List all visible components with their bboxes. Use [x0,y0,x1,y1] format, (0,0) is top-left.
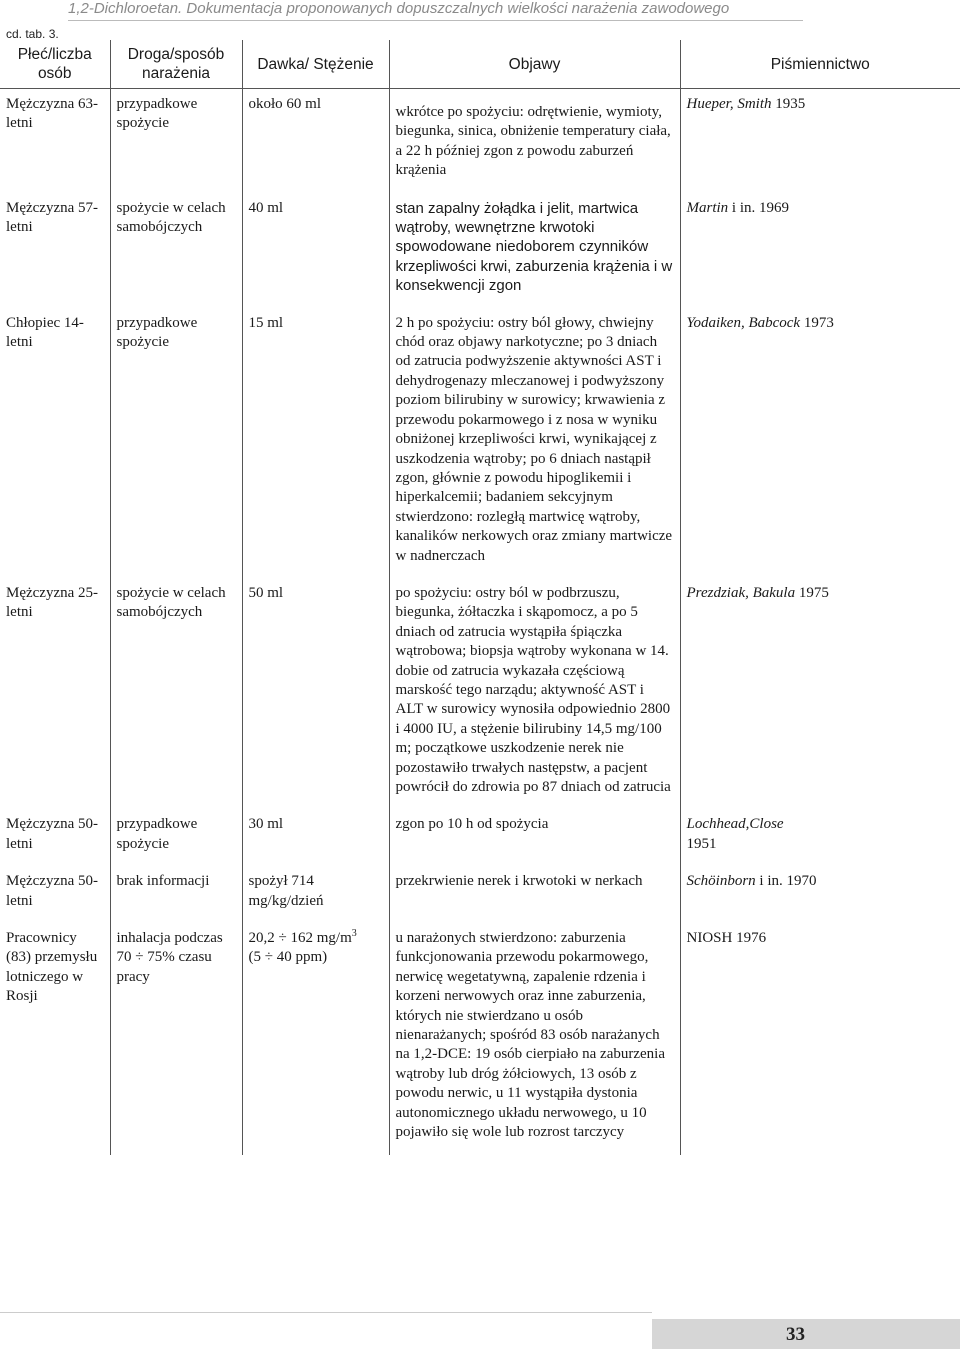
cell-route: spożycie w celach samobójczych [110,193,242,308]
table-header-row [0,40,960,89]
header-symptoms: Objawy [389,40,680,89]
reference-authors: Yodaiken, Babcock [686,314,801,331]
cell-subject: Pracownicy (83) przemysłu lotniczego w Rosji [0,923,110,1154]
reference-year: i in. 1970 [759,873,817,890]
page-number: 33 [786,1324,805,1345]
cell-symptoms: zgon po 10 h od spożycia [389,809,680,866]
cell-subject: Chłopiec 14-letni [0,308,110,578]
cell-reference [680,866,960,923]
header-route: Droga/sposób narażenia [110,40,242,89]
cell-symptoms: stan zapalny żołądka i jelit, martwica wątroby, wewnętrzne krwotoki spowodowane niedoborem czynników krzepliwości krwi, zaburzenia krążenia i w konsekwencji zgon [389,193,680,308]
cell-dose: 40 ml [242,193,389,308]
cell-symptoms: przekrwienie nerek i krwotoki w nerkach [389,866,680,923]
dose-exponent: 3 [351,928,357,940]
reference-authors: Martin [686,199,729,216]
cell-dose [242,923,389,1154]
page-number-box [652,1319,960,1349]
table-row [0,193,960,308]
cell-route: spożycie w celach samobójczych [110,578,242,809]
cell-reference [680,193,960,308]
cell-route: przypadkowe spożycie [110,308,242,578]
reference-authors: Schöinborn [686,873,756,890]
reference-authors: Prezdziak, Bakula [686,584,796,601]
cell-dose: 15 ml [242,308,389,578]
reference-year: 1951 [686,835,717,852]
table-row [0,89,960,193]
cell-reference [680,578,960,809]
cell-symptoms: u narażonych stwierdzono: zaburzenia funkcjonowania przewodu pokarmowego, nerwicę wegetatywną, zapalenie rdzenia i korzeni nerwowych oraz inne zaburzenia, których nie stwierdzano u osób nienarażanych; spośród 83 osób narażanych na 1,2-DCE: 19 osób cierpiało na zaburzenia wątroby lub dróg żółciowych, 13 osób z powodu nerwic, u 11 wystąpiła dystonia autonomicznego układu nerwowego, u 10 pojawiło się wole lub rozrost tarczycy [389,923,680,1154]
header-subject: Płeć/liczba osób [0,40,110,89]
running-head: 1,2-Dichloroetan. Dokumentacja proponowanych dopuszczalnych wielkości narażenia zawodowego [68,0,803,21]
cell-symptoms: 2 h po spożyciu: ostry ból głowy, chwiejny chód oraz objawy narkotyczne; po 3 dniach od zatrucia podwyższenie aktywności AST i dehydrogenazy mleczanowej i podwyższony poziom bilirubiny w surowicy; krwawienia z przewodu pokarmowego i z nosa w wyniku obniżonej krzepliwości krwi, wynikającej z uszkodzenia wątroby; po 6 dniach nastąpił zgon, głównie z powodu hipoglikemii i hiperkalcemii; badaniem sekcyjnym stwierdzono: rozległą martwicę wątroby, kanalików nerkowych oraz zmiany martwicze w nadnerczach [389,308,680,578]
reference-year: 1975 [798,584,829,601]
cell-route: brak informacji [110,866,242,923]
continuation-label: cd. tab. 3. [6,27,59,41]
cell-route: inhalacja podczas 70 ÷ 75% czasu pracy [110,923,242,1154]
cell-dose: około 60 ml [242,89,389,193]
reference-year: 1935 [775,96,806,112]
cell-symptoms: wkrótce po spożyciu: odrętwienie, wymioty, biegunka, sinica, obniżenie temperatury ciała, a 22 h później zgon z powodu zaburzeń krążenia [389,89,680,193]
reference-year: NIOSH 1976 [686,930,767,947]
cell-reference [680,308,960,578]
header-references: Piśmiennictwo [680,40,960,89]
case-reports-table [0,40,960,1155]
cell-subject: Mężczyzna 50-letni [0,809,110,866]
cell-subject: Mężczyzna 63-letni [0,89,110,193]
cell-symptoms: po spożyciu: ostry ból w podbrzuszu, biegunka, żółtaczka i skąpomocz, a po 5 dniach od zatrucia wystąpiła śpiączka wątrobowa; biopsja wątroby wykonana w 14. dobie od zatrucia wykazała częściową marskość tego narządu; aktywność AST i ALT w surowicy wynosiła odpowiednio 2800 i 4000 IU, a stężenie bilirubiny 14,5 mg/100 m; początkowe uszkodzenie nerek nie pozostawiło trwałych następstw, a pacjent powrócił do zdrowia po 87 dniach od zatrucia [389,578,680,809]
reference-year: 1973 [803,314,834,331]
cell-subject: Mężczyzna 50-letni [0,866,110,923]
cell-subject: Mężczyzna 57-letni [0,193,110,308]
reference-year: i in. 1969 [731,199,790,216]
reference-authors: Hueper, Smith [686,96,772,112]
cell-dose: 30 ml [242,809,389,866]
cell-reference [680,89,960,193]
table-row [0,809,960,866]
cell-route: przypadkowe spożycie [110,809,242,866]
cell-route: przypadkowe spożycie [110,89,242,193]
dose-ppm: (5 ÷ 40 ppm) [248,949,328,966]
footer-rule [0,1312,652,1313]
table-row [0,578,960,809]
cell-reference [680,923,960,1154]
cell-reference [680,809,960,866]
dose-value: 20,2 ÷ 162 mg/m [248,930,352,947]
reference-authors: Lochhead,Close [686,816,784,833]
cell-subject: Mężczyzna 25-letni [0,578,110,809]
header-dose: Dawka/ Stężenie [242,40,389,89]
table-row [0,923,960,1154]
table-row [0,308,960,578]
cell-dose: spożył 714 mg/kg/dzień [242,866,389,923]
table-row [0,866,960,923]
cell-dose: 50 ml [242,578,389,809]
